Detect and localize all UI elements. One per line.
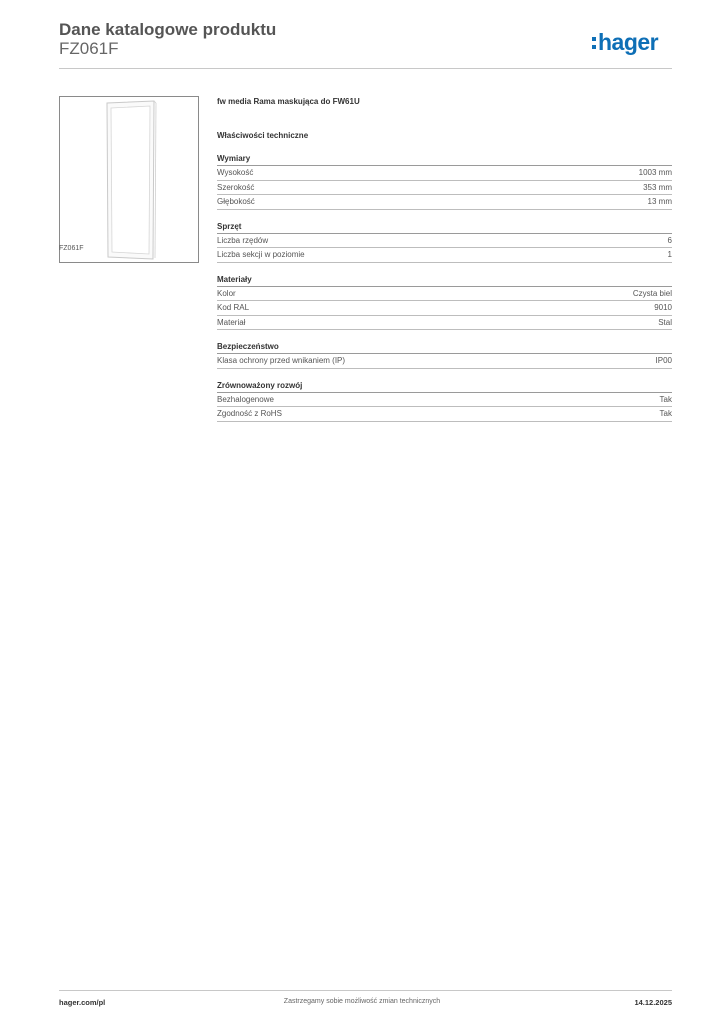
spec-row xyxy=(217,316,672,331)
spec-row xyxy=(217,181,672,196)
hager-logo xyxy=(592,28,658,56)
spec-row xyxy=(217,166,672,181)
spec-row xyxy=(217,287,672,302)
spec-value: Tak xyxy=(659,394,672,404)
spec-value: 1 xyxy=(667,250,672,259)
footer-website-link[interactable]: hager.com/pl xyxy=(59,998,106,1007)
spec-label: Zgodność z RoHS xyxy=(217,409,282,418)
group-title: Bezpieczeństwo xyxy=(217,341,672,354)
spec-row xyxy=(217,248,672,263)
spec-value: Czysta biel xyxy=(632,288,672,298)
product-code: FZ061F xyxy=(59,39,119,58)
footer-disclaimer: Zastrzegamy sobie możliwość zmian technicznych xyxy=(283,998,441,1005)
footer-divider xyxy=(59,990,672,991)
spec-value: 1003 mm xyxy=(638,168,672,177)
spec-label: Wysokość xyxy=(217,168,254,177)
spec-value: 13 mm xyxy=(647,197,672,206)
spec-value: 6 xyxy=(667,235,672,245)
spec-label: Liczba rzędów xyxy=(217,235,269,245)
spec-row xyxy=(217,195,672,210)
spec-label: Kod RAL xyxy=(217,303,250,312)
spec-row xyxy=(217,407,672,422)
logo-text: hager xyxy=(598,28,659,55)
spec-value: 9010 xyxy=(654,303,672,312)
spec-label: Bezhalogenowe xyxy=(217,394,274,404)
image-caption: FZ061F xyxy=(59,245,84,252)
spec-row xyxy=(217,354,672,369)
product-image xyxy=(59,96,199,263)
product-details xyxy=(217,96,672,422)
spec-value: Stal xyxy=(658,317,672,327)
group-title: Wymiary xyxy=(217,153,672,166)
group-title: Zrównoważony rozwój xyxy=(217,380,672,393)
masking-frame-illustration xyxy=(60,97,200,264)
spec-row xyxy=(217,393,672,408)
spec-value: IP00 xyxy=(655,356,672,365)
product-title: fw media Rama maskująca do FW61U xyxy=(217,97,360,106)
group-materials xyxy=(217,274,672,331)
group-safety xyxy=(217,341,672,369)
section-heading: Właściwości techniczne xyxy=(217,131,309,140)
header-divider xyxy=(59,68,672,69)
spec-label: Liczba sekcji w poziomie xyxy=(217,250,305,259)
group-hardware xyxy=(217,221,672,263)
logo-dots-icon xyxy=(592,37,596,49)
spec-label: Materiał xyxy=(217,317,246,327)
spec-label: Głębokość xyxy=(217,197,255,206)
group-title: Sprzęt xyxy=(217,221,672,234)
spec-label: Kolor xyxy=(217,288,236,298)
spec-row xyxy=(217,234,672,249)
group-dimensions xyxy=(217,153,672,210)
footer-date: 14.12.2025 xyxy=(634,998,672,1007)
document-title: Dane katalogowe produktu xyxy=(59,20,277,39)
spec-label: Szerokość xyxy=(217,182,255,192)
spec-value: Tak xyxy=(659,409,672,418)
spec-value: 353 mm xyxy=(643,182,672,192)
spec-row xyxy=(217,301,672,316)
spec-label: Klasa ochrony przed wnikaniem (IP) xyxy=(217,356,346,365)
group-sustainability xyxy=(217,380,672,422)
group-title: Materiały xyxy=(217,274,672,287)
